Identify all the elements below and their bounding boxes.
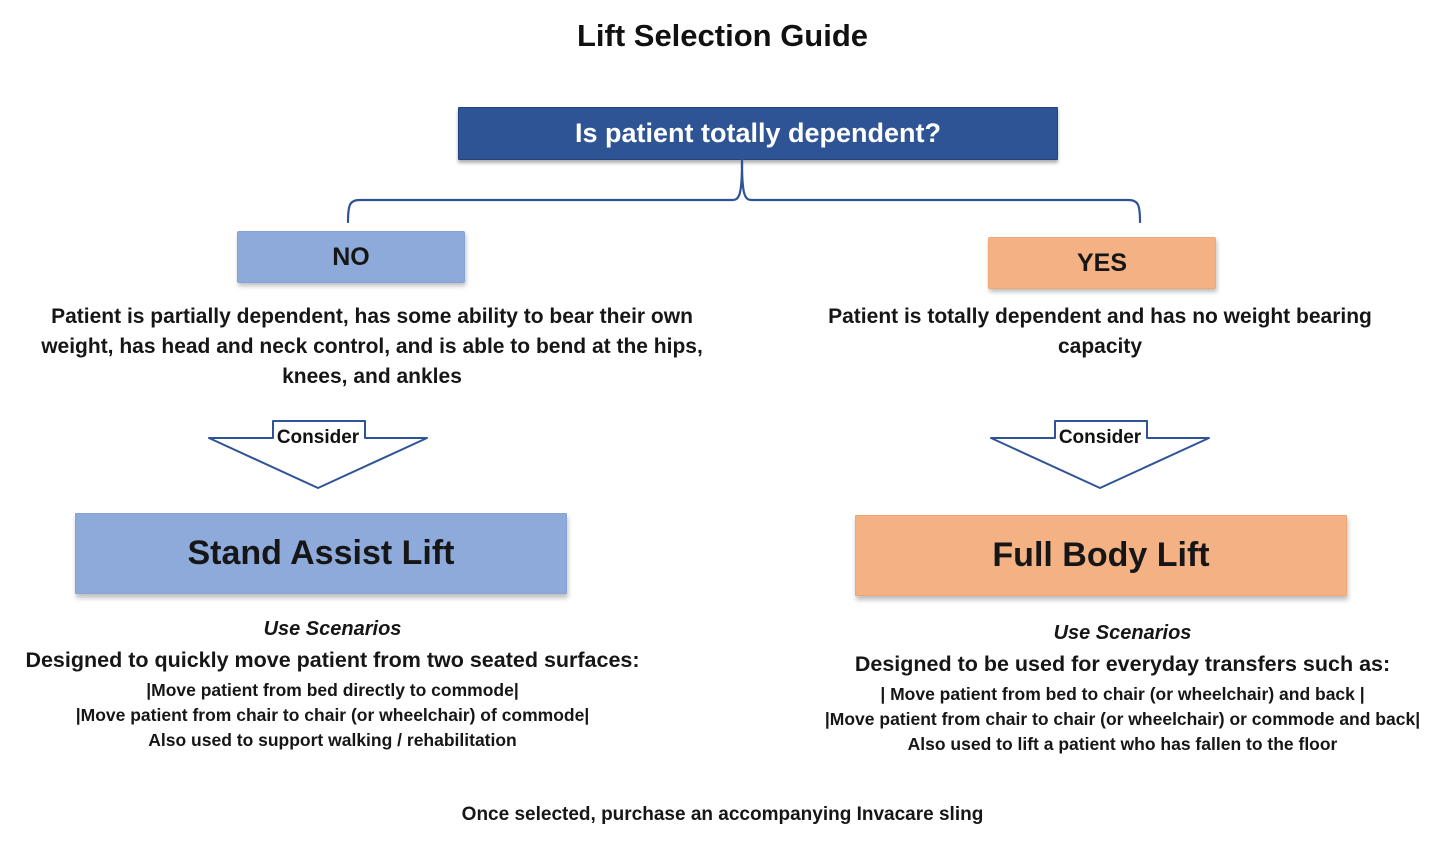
full-body-lift-label: Full Body Lift (992, 536, 1210, 574)
scenario-intro-left: Designed to quickly move patient from two seated surfaces: (25, 648, 640, 672)
consider-arrow-left (204, 417, 432, 491)
stand-assist-lift-box (75, 513, 567, 594)
page-title: Lift Selection Guide (576, 18, 869, 53)
consider-arrow-right (986, 417, 1214, 491)
scenario-intro-right: Designed to be used for everyday transfers such as: (854, 652, 1391, 676)
use-scenarios-heading-left: Use Scenarios (263, 618, 402, 640)
no-answer-label: NO (332, 242, 370, 271)
footer-note: Once selected, purchase an accompanying Invacare sling (461, 804, 984, 825)
scenario-line: |Move patient from chair to chair (or wheelchair) or commode and back| (824, 709, 1421, 729)
branch-brace-connector (330, 158, 1160, 230)
no-branch-description: Patient is partially dependent, has some ability to bear their own weight, has head and neck control, and is able to bend at the hips, knees, and ankles (41, 305, 703, 388)
yes-branch-description: Patient is totally dependent and has no weight bearing capacity (828, 305, 1372, 358)
stand-assist-lift-label: Stand Assist Lift (187, 534, 455, 572)
use-scenarios-heading-right: Use Scenarios (1053, 622, 1192, 644)
yes-answer-label: YES (1076, 248, 1128, 277)
no-answer-box (237, 231, 465, 283)
scenario-line: |Move patient from bed directly to commode| (146, 680, 519, 700)
full-body-lift-box (855, 515, 1347, 596)
question-box (458, 107, 1058, 160)
scenario-line: |Move patient from chair to chair (or wheelchair) of commode| (75, 705, 590, 725)
stand-assist-scenarios (10, 618, 655, 753)
full-body-scenarios (790, 622, 1445, 757)
consider-label-left: Consider (276, 427, 360, 448)
yes-answer-box (988, 237, 1216, 289)
scenario-line: Also used to support walking / rehabilitation (148, 730, 517, 750)
scenario-line: Also used to lift a patient who has fallen to the floor (907, 734, 1338, 754)
consider-label-right: Consider (1058, 427, 1142, 448)
question-text: Is patient totally dependent? (574, 118, 942, 148)
scenario-line: | Move patient from bed to chair (or wheelchair) and back | (880, 684, 1365, 704)
